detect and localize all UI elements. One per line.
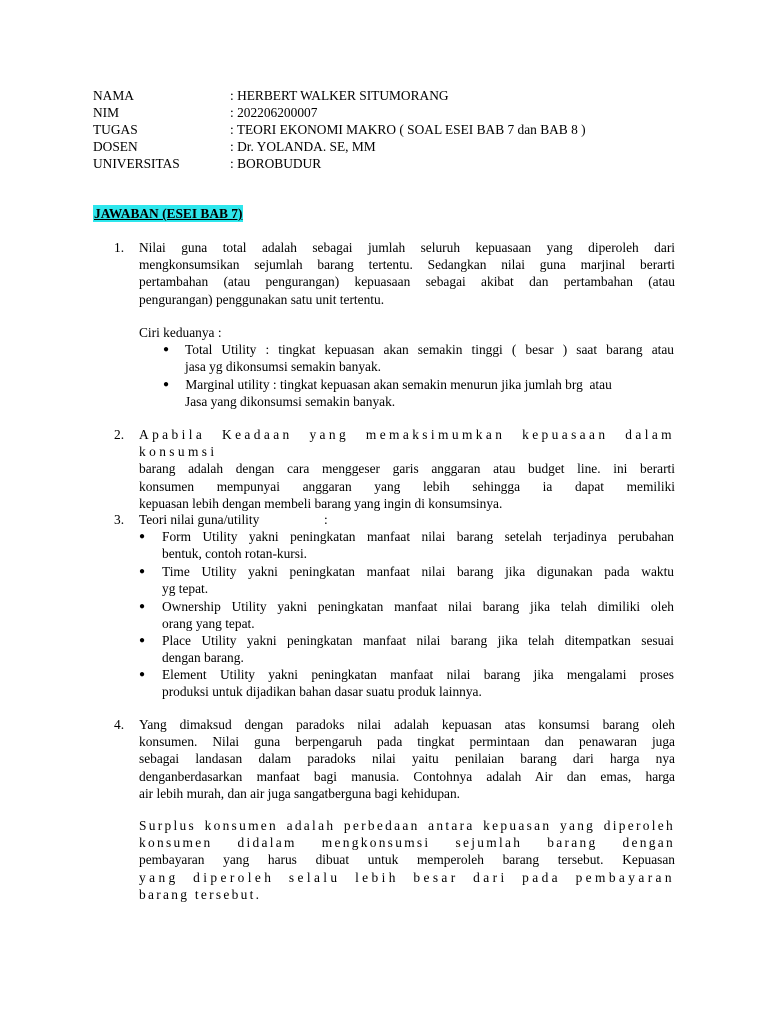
bullet-line: Total Utility : tingkat kepuasan akan semakin tinggi ( besar ) saat barang atau: [185, 342, 674, 357]
paragraph-line: barang tersebut.: [139, 886, 262, 902]
identity-label: NIM: [93, 105, 120, 120]
bullet-line: Time Utility yakni peningkatan manfaat nilai barang jika digunakan pada waktu: [162, 564, 674, 579]
bullet-item: [162, 598, 674, 632]
bullet-item: [162, 528, 674, 562]
answer-4-paragraph: [139, 716, 675, 802]
paragraph-line: konsumen. Nilai guna berpengaruh pada tingkat permintaan dan penawaran juga: [139, 734, 675, 750]
paragraph-line: Apabila Keadaan yang memaksimumkan kepuasaan dalam konsumsi: [139, 427, 675, 460]
identity-value: : 202206200007: [230, 105, 318, 120]
bullet-item: [185, 341, 674, 375]
identity-label: DOSEN: [93, 139, 138, 154]
paragraph-line: Surplus konsumen adalah perbedaan antara kepuasan yang diperoleh: [139, 818, 675, 833]
answer-2-paragraph: [139, 426, 675, 512]
paragraph-line: Nilai guna total adalah sebagai jumlah seluruh kepuasaan yang diperoleh dari: [139, 240, 675, 255]
paragraph-line: Yang dimaksud dengan paradoks nilai adalah kepuasan atas konsumsi barang oleh: [139, 717, 675, 732]
answer-1-paragraph: [139, 239, 675, 308]
identity-value: : Dr. YOLANDA. SE, MM: [230, 139, 376, 154]
bullet-icon: ●: [139, 566, 146, 577]
ciri-label: Ciri keduanya :: [139, 325, 222, 340]
bullet-item: [162, 632, 674, 666]
answer-number: 3.: [114, 512, 125, 527]
bullet-icon: ●: [139, 635, 146, 646]
identity-value: : HERBERT WALKER SITUMORANG: [230, 88, 449, 103]
answer-number: 4.: [114, 717, 125, 732]
paragraph-line: konsumen didalam mengkonsumsi sejumlah barang dengan: [139, 835, 675, 851]
paragraph-line: yang diperoleh selalu lebih besar dari pada pembayaran: [139, 869, 675, 885]
identity-label: UNIVERSITAS: [93, 156, 180, 171]
answer-3-title: Teori nilai guna/utility: [139, 512, 260, 527]
identity-value: : BOROBUDUR: [230, 156, 322, 171]
bullet-line: Marginal utility : tingkat kepuasan akan semakin menurun jika jumlah brg atau: [182, 377, 612, 392]
bullet-line: orang yang tepat.: [162, 616, 255, 632]
paragraph-line: pembayaran yang harus dibuat untuk memperoleh barang tersebut. Kepuasan: [139, 852, 675, 868]
bullet-line: yg tepat.: [162, 581, 209, 597]
bullet-item: [162, 666, 674, 700]
answer-3-colon: :: [324, 512, 328, 527]
paragraph-line: denganberdasarkan manfaat bagi manusia. Contohnya adalah Air dan emas, harga: [139, 768, 675, 784]
paragraph-line: air lebih murah, dan air juga sangatberguna bagi kehidupan.: [139, 785, 461, 801]
answer-number: 1.: [114, 240, 125, 255]
bullet-icon: ●: [163, 344, 170, 355]
section-heading: JAWABAN (ESEI BAB 7): [94, 206, 243, 221]
answer-number: 2.: [114, 427, 125, 442]
bullet-line: Element Utility yakni peningkatan manfaat nilai barang jika mengalami proses: [162, 667, 674, 682]
bullet-icon: ●: [139, 531, 146, 542]
bullet-icon: ●: [139, 669, 146, 680]
identity-label: TUGAS: [93, 122, 138, 137]
bullet-line: produksi untuk dijadikan bahan dasar suatu produk lainnya.: [162, 684, 482, 700]
paragraph-line: kepuasan lebih dengan membeli barang yang ingin di konsumsinya.: [139, 495, 503, 511]
paragraph-line: sebagai landasan dalam paradoks nilai yaitu penilaian barang dari harga nya: [139, 751, 675, 767]
bullet-item: [162, 563, 674, 597]
paragraph-line: konsumen mempunyai anggaran yang lebih sehingga ia dapat memiliki: [139, 478, 675, 494]
paragraph-line: pertambahan (atau pengurangan) kepuasaan sebagai akibat dan pertambahan (atau: [139, 274, 675, 290]
bullet-line: Ownership Utility yakni peningkatan manfaat nilai barang jika telah dimiliki oleh: [162, 599, 674, 614]
bullet-line: Place Utility yakni peningkatan manfaat nilai barang jika telah ditempatkan sesuai: [162, 633, 674, 648]
bullet-line: dengan barang.: [162, 650, 244, 666]
bullet-line: Form Utility yakni peningkatan manfaat nilai barang setelah terjadinya perubahan: [162, 529, 674, 544]
bullet-icon: ●: [139, 601, 146, 612]
paragraph-line: mengkonsumsikan sejumlah barang tertentu. Sedangkan nilai guna marjinal berarti: [139, 257, 675, 273]
identity-value: : TEORI EKONOMI MAKRO ( SOAL ESEI BAB 7 dan BAB 8 ): [230, 122, 586, 137]
paragraph-line: barang adalah dengan cara menggeser garis anggaran atau budget line. ini berarti: [139, 461, 675, 477]
bullet-icon: ●: [163, 379, 170, 390]
bullet-line: bentuk, contoh rotan-kursi.: [162, 546, 308, 562]
bullet-item: [182, 376, 674, 410]
identity-label: NAMA: [93, 88, 134, 103]
bullet-line: Jasa yang dikonsumsi semakin banyak.: [185, 394, 396, 410]
paragraph-line: pengurangan) penggunakan satu unit tertentu.: [139, 291, 385, 307]
surplus-paragraph: [139, 817, 675, 903]
bullet-line: jasa yg dikonsumsi semakin banyak.: [185, 359, 381, 375]
